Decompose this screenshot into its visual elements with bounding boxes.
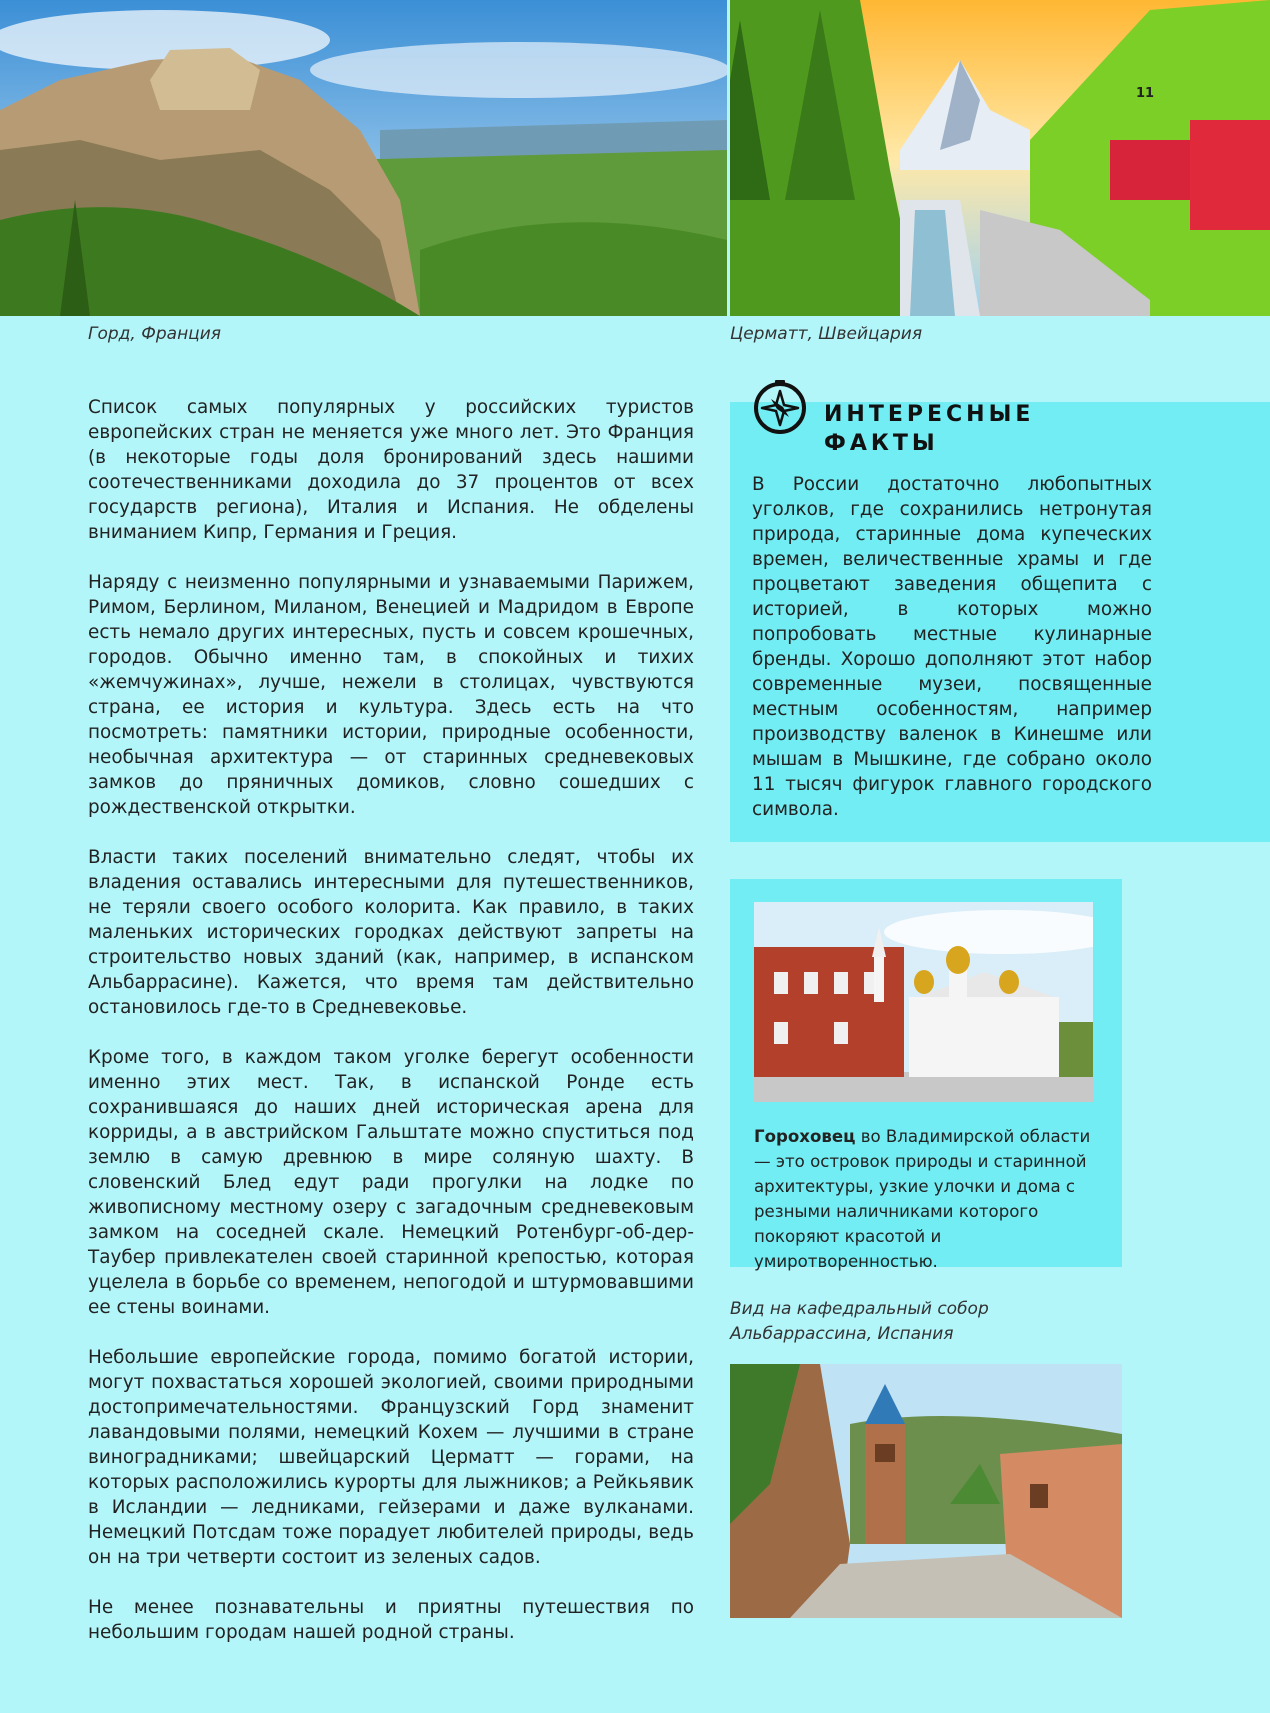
compass-icon (752, 378, 808, 434)
article-paragraph: Кроме того, в каждом таком уголке берегут особенности именно этих мест. Так, в испанской Ронде есть сохранившаяся до наших дней историческая арена для корриды, а в австрийском Гальштате можно спуститься под землю в самую древнюю в мире соляную шахту. В словенский Блед едут ради прогулки на лодке по живописному местному озеру с загадочным средневековым замком на соседней скале. Немецкий Ротенбург-об-дер-Таубер привлекателен своей старинной крепостью, которая уцелела в борьбе со временем, непогодой и штурмовавшими ее стены воинами. (88, 1047, 694, 1318)
facts-title: ИНТЕРЕСНЫЕ ФАКТЫ (824, 402, 1035, 456)
gorokhovets-photo (754, 902, 1093, 1102)
article-paragraph: Власти таких поселений внимательно следят, чтобы их владения оставались интересными для путешественников, не теряли своего особого колорита. Как правило, в таких маленьких исторических городках действуют запреты на строительство новых зданий (как, например, в испанском Альбаррасине). Кажется, что время там действительно остановилось где-то в Средневековье. (88, 847, 694, 1018)
article-paragraph: Небольшие европейские города, помимо богатой истории, могут похвастаться хорошей экологией, своими природными достопримечательностями. Французский Горд знаменит лавандовыми полями, немецкий Кохем — лучшими в стране виноградниками; швейцарский Церматт — горами, на которых расположились курорты для лыжников; а Рейкьявик в Исландии — ледниками, гейзерами и даже вулканами. Немецкий Потсдам тоже порадует любителей природы, ведь он на три четверти состоит из зеленых садов. (88, 1347, 694, 1568)
article-paragraph: Не менее познавательны и приятны путешествия по небольшим городам нашей родной страны. (88, 1597, 694, 1643)
page-number: 11 (1136, 86, 1155, 101)
article-paragraph: Список самых популярных у российских туристов европейских стран не меняется уже много лет. Это Франция (в некоторые годы доля бронирований здесь нашими соотечественниками доходила до 37 процентов от всех государств региона), Италия и Испания. Не обделены вниманием Кипр, Германия и Греция. (88, 397, 694, 543)
albarracin-photo (730, 1364, 1122, 1618)
gorokhovets-caption-bold: Гороховец (754, 1127, 856, 1146)
article-body (88, 395, 694, 1670)
article-paragraph: Наряду с неизменно популярными и узнаваемыми Парижем, Римом, Берлином, Миланом, Венецией и Мадридом в Европе есть немало других интересных, пусть и совсем крошечных, городов. Обычно именно там, в спокойных и тихих «жемчужинах», лучше, нежели в столицах, чувствуются страна, ее история и культура. Здесь есть на что посмотреть: памятники истории, природные особенности, необычная архитектура — от старинных средневековых замков до пряничных домиков, словно сошедших с рождественской открытки. (88, 572, 694, 818)
zermatt-photo (730, 0, 1270, 316)
gordes-caption: Горд, Франция (88, 324, 222, 344)
zermatt-caption: Церматт, Швейцария (730, 324, 923, 344)
albarracin-caption: Вид на кафедральный собор Альбаррассина, Испания (730, 1299, 989, 1344)
gordes-photo (0, 0, 727, 316)
facts-header (752, 378, 1172, 458)
gorokhovets-caption (754, 1124, 1100, 1274)
gorokhovets-caption-rest: во Владимирской области — это островок природы и старинной архитектуры, узкие улочки и дома с резными наличниками которого покоряют красотой и умиротворенностью. (754, 1127, 1091, 1271)
facts-text: В России достаточно любопытных уголков, где сохранились нетронутая природа, старинные дома купеческих времен, величественные храмы и где процветают заведения общепита с историей, в которых можно попробовать местные кулинарные бренды. Хорошо дополняют этот набор современные музеи, посвященные местным особенностям, например производству валенок в Кинешме или мышам в Мышкине, где собрано около 11 тысяч фигурок главного городского символа. (752, 474, 1152, 820)
